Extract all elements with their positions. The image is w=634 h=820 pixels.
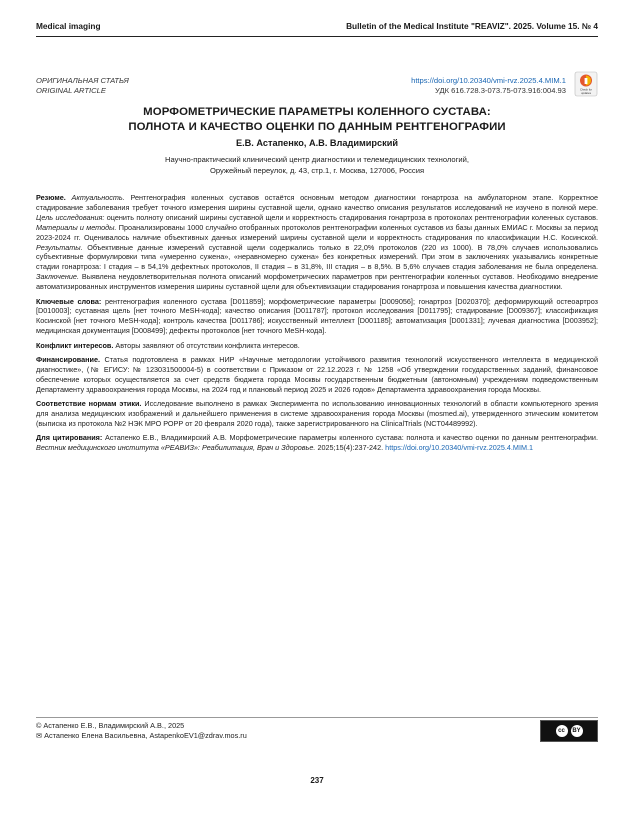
ethics-text: Исследование выполнено в рамках Эксперимента по использованию инновационных технологий в области компьютерного зрения для анализа медицинских изображений и дальнейшего применения в системе здравоохранения города Москвы (mosmed.ai), утвержденного этическим комитетом (выписка из протокола №2 НЭК МРО РОРР от 20 февраля 2020 года), также зарегистрированного на ClinicalTrials (NCT04489992).: [36, 399, 599, 429]
check-for-updates-icon: [574, 71, 598, 97]
udc-code: УДК 616.728.3-073.75-073.916:004.93: [434, 86, 566, 95]
relevance-text: Рентгенография коленных суставов остаётся основным методом диагностики гонартроза на амбулаторном этапе. Корректное стадирование заболевания требует точного измерения ширины суставной щели, однако качество описания результатов исследований не изучено в полной мере.: [36, 193, 599, 212]
svg-text:updates: updates: [581, 90, 591, 95]
citation-label: Для цитирования:: [36, 433, 103, 443]
article-type-en: ORIGINAL ARTICLE: [36, 86, 106, 95]
conclusion-label: Заключение.: [36, 272, 79, 282]
svg-text:Check for: Check for: [580, 87, 592, 92]
funding: [36, 355, 598, 395]
title-line: ПОЛНОТА И КАЧЕСТВО ОЦЕНКИ ПО ДАННЫМ РЕНТГЕНОГРАФИИ: [128, 120, 506, 133]
abstract-label: Резюме.: [36, 193, 66, 202]
footer-divider: [36, 717, 598, 718]
page-number: 237: [310, 776, 324, 785]
funding-text: Статья подготовлена в рамках НИР «Научные методологии устойчивого развития технологий искусственного интеллекта в медицинской диагностике», (№ ЕГИСУ: № 123031500004-5) в соответствии с Приказом от 22.12.2023 г. № 1258 «Об утверждении государственных заданий, финансовое обеспечение которых осуществляется за счет средств бюджета города Москвы государственным бюджетным (автономным) учреждениям подведомственным Департаменту здравоохранения города Москвы, на 2024 год и плановый период 2025 и 2026 годов» Департамента здравоохранения города Москвы.: [36, 355, 598, 394]
abstract: [36, 193, 598, 292]
check-for-updates-badge[interactable]: [574, 71, 598, 97]
header-section: Medical imaging: [36, 21, 101, 31]
results-label: Результаты.: [36, 242, 83, 252]
methods-text: Проанализированы 1000 случайно отобранных протоколов рентгенографии коленных суставов из базы данных ЕМИАС г. Москвы за период 2023-2024 гг. Оценивалось наличие объективных данных измерений ширины суставной щели и корректность стадирования по классификации Н.С. Косинской.: [36, 222, 599, 242]
conclusion-text: Выявлена неудовлетворительная полнота описаний морфометрических параметров при рентгенографии коленных суставов. Необходимо внедрение автоматизированных инструментов измерения ширины суставной щели для объективизации стадирования гонартроза и повышения качества диагностики.: [36, 272, 599, 292]
funding-label: Финансирование.: [36, 355, 101, 365]
cc-by-icon[interactable]: [540, 720, 598, 742]
methods-label: Материалы и методы.: [36, 222, 117, 232]
results-text: Объективные данные измерений суставной щели содержались только в 22,0% протоколов (220 из 1000). В 78,0% случаев использовались субъективные формулировки типа «умеренно сужена», «неравномерно сужена» без конкретных измерений. При этом в заключениях указывались конкретные стадии гонартроза: I стадия – в 54,1% дефектных протоколов, II стадия – в 31,8%, III стадия – в 8,5%. В 5,6% случаев стадия заболевания не была определена.: [36, 242, 598, 272]
header-journal: Bulletin of the Medical Institute "REAVIZ". 2025. Volume 15. № 4: [346, 21, 598, 31]
article-type-ru: ОРИГИНАЛЬНАЯ СТАТЬЯ: [36, 76, 129, 85]
affiliation-line: Оружейный переулок, д. 43, стр.1, г. Москва, 127006, Россия: [209, 165, 425, 175]
citation-journal: Вестник медицинского института «РЕАВИЗ»: Реабилитация, Врач и Здоровье.: [36, 443, 316, 453]
article-type: [36, 76, 129, 96]
aim-label: Цель исследования:: [36, 212, 105, 222]
citation-doi-link[interactable]: https://doi.org/10.20340/vmi-rvz.2025.4.MIM.1: [385, 443, 534, 453]
citation-text: Астапенко Е.В., Владимирский А.В. Морфометрические параметры коленного сустава: полнота и качество оценки по данным рентгенографии.: [105, 433, 599, 443]
conflict-label: Конфликт интересов.: [36, 340, 114, 350]
doi-link[interactable]: https://doi.org/10.20340/vmi-rvz.2025.4.MIM.1: [411, 76, 566, 85]
keywords-text: рентгенография коленного сустава [D011859]; морфометрические параметры [D009056]; гонартроз [D020370]; деформирующий остеоартроз [D010003]; суставная щель [нет точного MeSH-кода]; качество описания [D011787]; протокол исследования [D011795]; стадирование [D009367]; классификация Косинской [нет точного MeSH-кода]; контроль качества [D011786]; искусственный интеллект [D001185]; автоматизация [D001331]; лучевая диагностика [D003952]; медицинская документация [D008499]; дефекты протоколов [нет точного MeSH-кода].: [36, 296, 598, 336]
aim-text: оценить полноту описаний ширины суставной щели и корректность стадирования гонартроза в протоколах рентгенографии коленных суставов.: [106, 212, 599, 222]
contact: [36, 731, 247, 741]
relevance-label: Актуальность.: [71, 193, 125, 202]
citation: [36, 433, 598, 453]
envelope-icon: ✉: [36, 731, 43, 740]
by-icon: BY: [571, 725, 583, 737]
copyright: © Астапенко Е.В., Владимирский А.В., 2025: [36, 721, 185, 730]
cc-icon: cc: [556, 725, 568, 737]
conflict-text: Авторы заявляют об отсутствии конфликта интересов.: [115, 340, 300, 350]
ethics-label: Соответствие нормам этики.: [36, 399, 142, 409]
footer: [36, 721, 247, 741]
keywords: [36, 297, 598, 337]
contact-text: Астапенко Елена Васильевна, AstapenkoEV1@zdrav.mos.ru: [44, 731, 247, 740]
keywords-label: Ключевые слова:: [36, 296, 102, 306]
running-header: [36, 21, 598, 35]
authors: Е.В. Астапенко, А.В. Владимирский: [235, 138, 399, 148]
citation-details: 2025;15(4):237-242.: [317, 443, 384, 453]
conflict-of-interest: [36, 341, 598, 351]
ethics: [36, 399, 598, 429]
affiliation: [100, 155, 534, 176]
header-divider: [36, 36, 598, 37]
title-line: МОРФОМЕТРИЧЕСКИЕ ПАРАМЕТРЫ КОЛЕННОГО СУСТАВА:: [143, 106, 491, 118]
abstract-block: [36, 193, 598, 458]
article-title: [60, 105, 574, 134]
affiliation-line: Научно-практический клинический центр диагностики и телемедицинских технологий,: [164, 155, 470, 164]
article-meta: [411, 76, 566, 96]
